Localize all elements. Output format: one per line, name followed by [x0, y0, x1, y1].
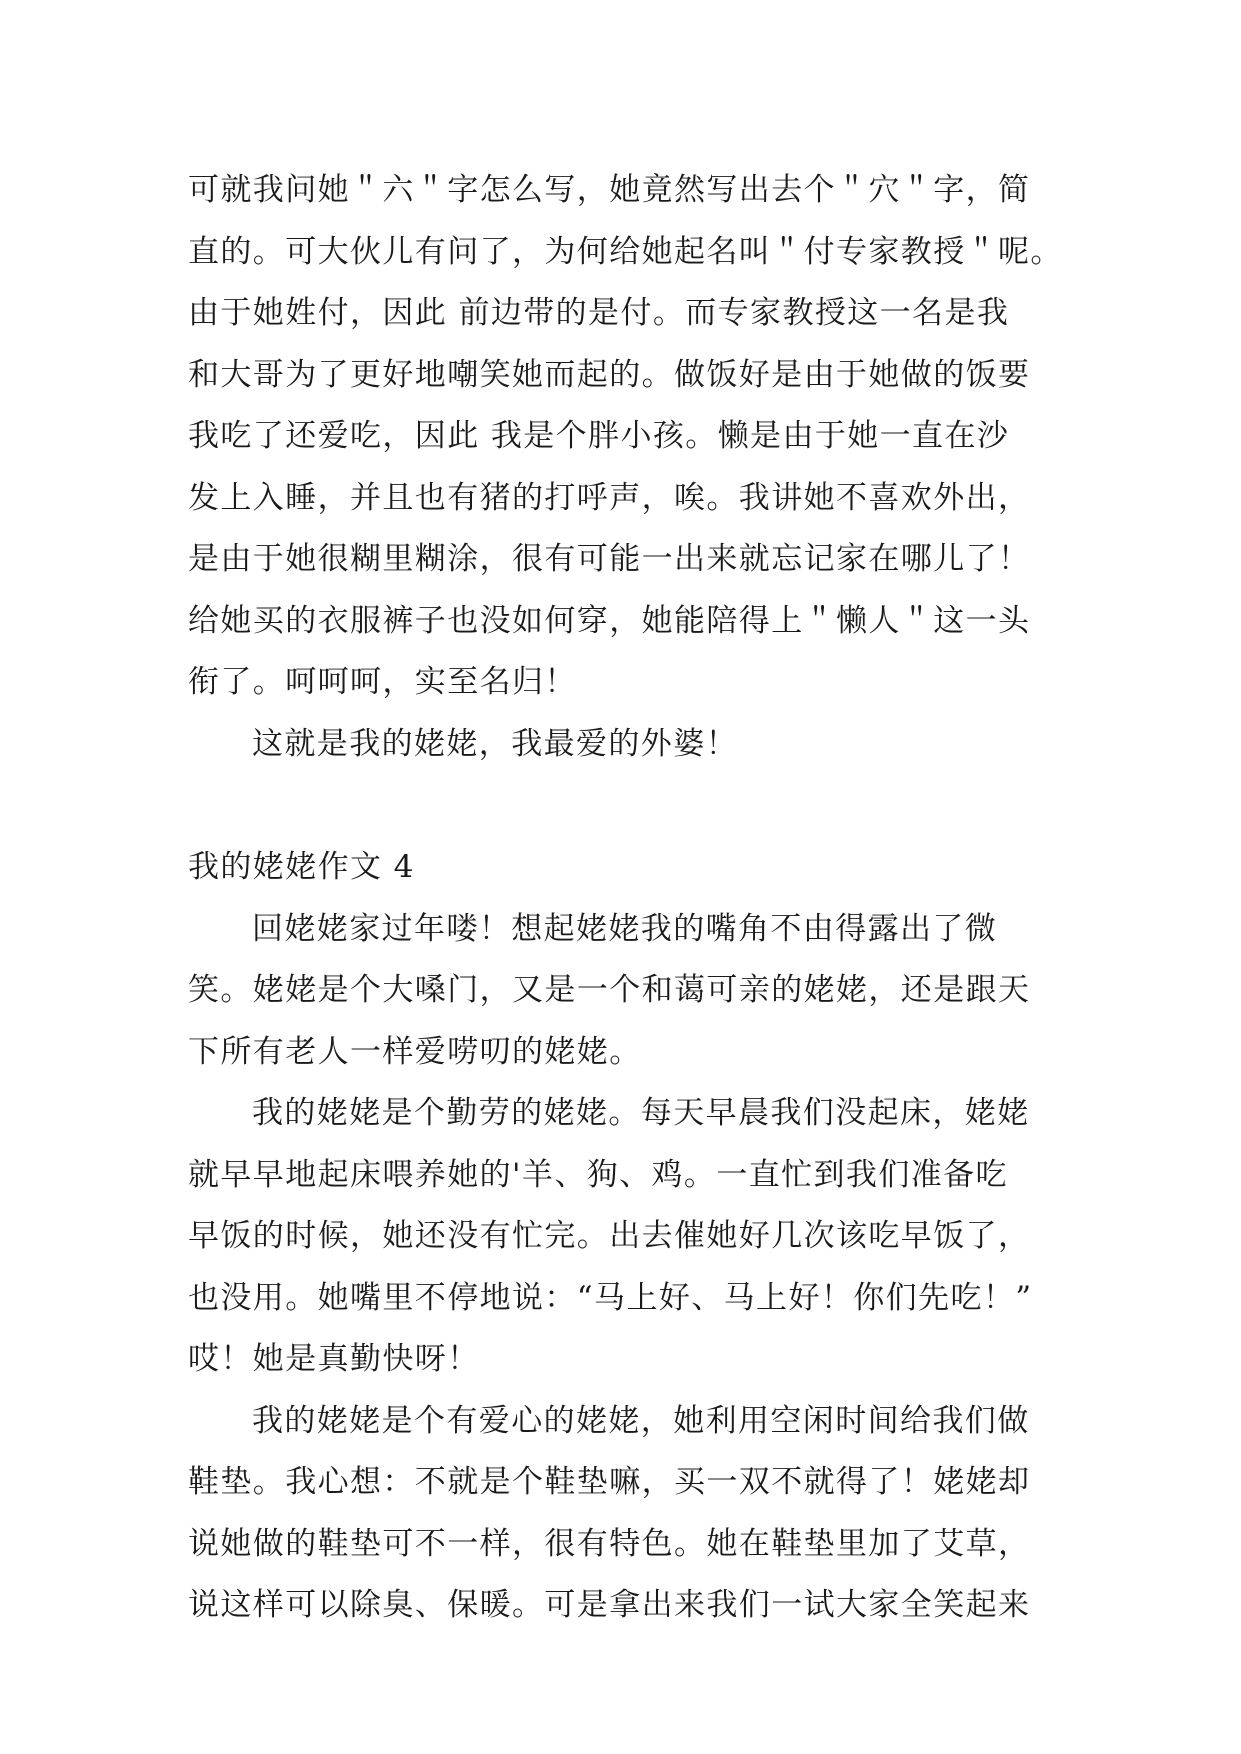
section-title: 我的姥姥作文 4 — [188, 849, 415, 885]
text-line: 下所有老人一样爱唠叨的姥姥。 — [188, 1033, 642, 1070]
text-line: 我的姥姥是个勤劳的姥姥。每天早晨我们没起床，姥姥 — [252, 1095, 1030, 1131]
text-line: 鞋垫。我心想：不就是个鞋垫嘛，买一双不就得了！姥姥却 — [188, 1464, 1031, 1500]
text-line: 笑。姥姥是个大嗓门，又是一个和蔼可亲的姥姥，还是跟天 — [188, 972, 1031, 1008]
text-line: 我的姥姥是个有爱心的姥姥，她利用空闲时间给我们做 — [252, 1402, 1030, 1439]
text-line: 给她买的衣服裤子也没如何穿，她能陪得上＂懒人＂这一头 — [188, 602, 1031, 639]
text-line: 早饭的时候，她还没有忙完。出去催她好几次该吃早饭了， — [188, 1218, 1031, 1254]
text-line: 我吃了还爱吃，因此 我是个胖小孩。懒是由于她一直在沙 — [188, 418, 1010, 454]
document-body — [188, 160, 1088, 1637]
text-line: 也没用。她嘴里不停地说：“马上好、马上好！你们先吃！” — [188, 1279, 1033, 1316]
text-line: 就早早地起床喂养她的'羊、狗、鸡。一直忙到我们准备吃 — [188, 1156, 1008, 1193]
text-line: 和大哥为了更好地嘲笑她而起的。做饭好是由于她做的饭要 — [188, 356, 1031, 393]
text-line: 回姥姥家过年喽！想起姥姥我的嘴角不由得露出了微 — [252, 910, 998, 947]
text-line: 可就我问她＂六＂字怎么写，她竟然写出去个＂穴＂字，简 — [188, 172, 1031, 208]
closing-line: 这就是我的姥姥，我最爱的外婆！ — [252, 725, 738, 762]
text-line: 由于她姓付，因此 前边带的是付。而专家教授这一名是我 — [188, 295, 1010, 331]
text-line: 说她做的鞋垫可不一样，很有特色。她在鞋垫里加了艾草， — [188, 1525, 1031, 1562]
section-gap — [188, 775, 1088, 837]
text-line: 说这样可以除臭、保暖。可是拿出来我们一试大家全笑起来 — [188, 1587, 1031, 1623]
text-line: 衔了。呵呵呵，实至名归！ — [188, 664, 577, 700]
text-line: 是由于她很糊里糊涂，很有可能一出来就忘记家在哪儿了！ — [188, 541, 1031, 577]
text-line: 直的。可大伙儿有问了，为何给她起名叫＂付专家教授＂呢。 — [188, 233, 1063, 270]
text-line: 发上入睡，并且也有猪的打呼声，唉。我讲她不喜欢外出， — [188, 479, 1031, 516]
text-line: 哎！她是真勤快呀！ — [188, 1341, 480, 1377]
